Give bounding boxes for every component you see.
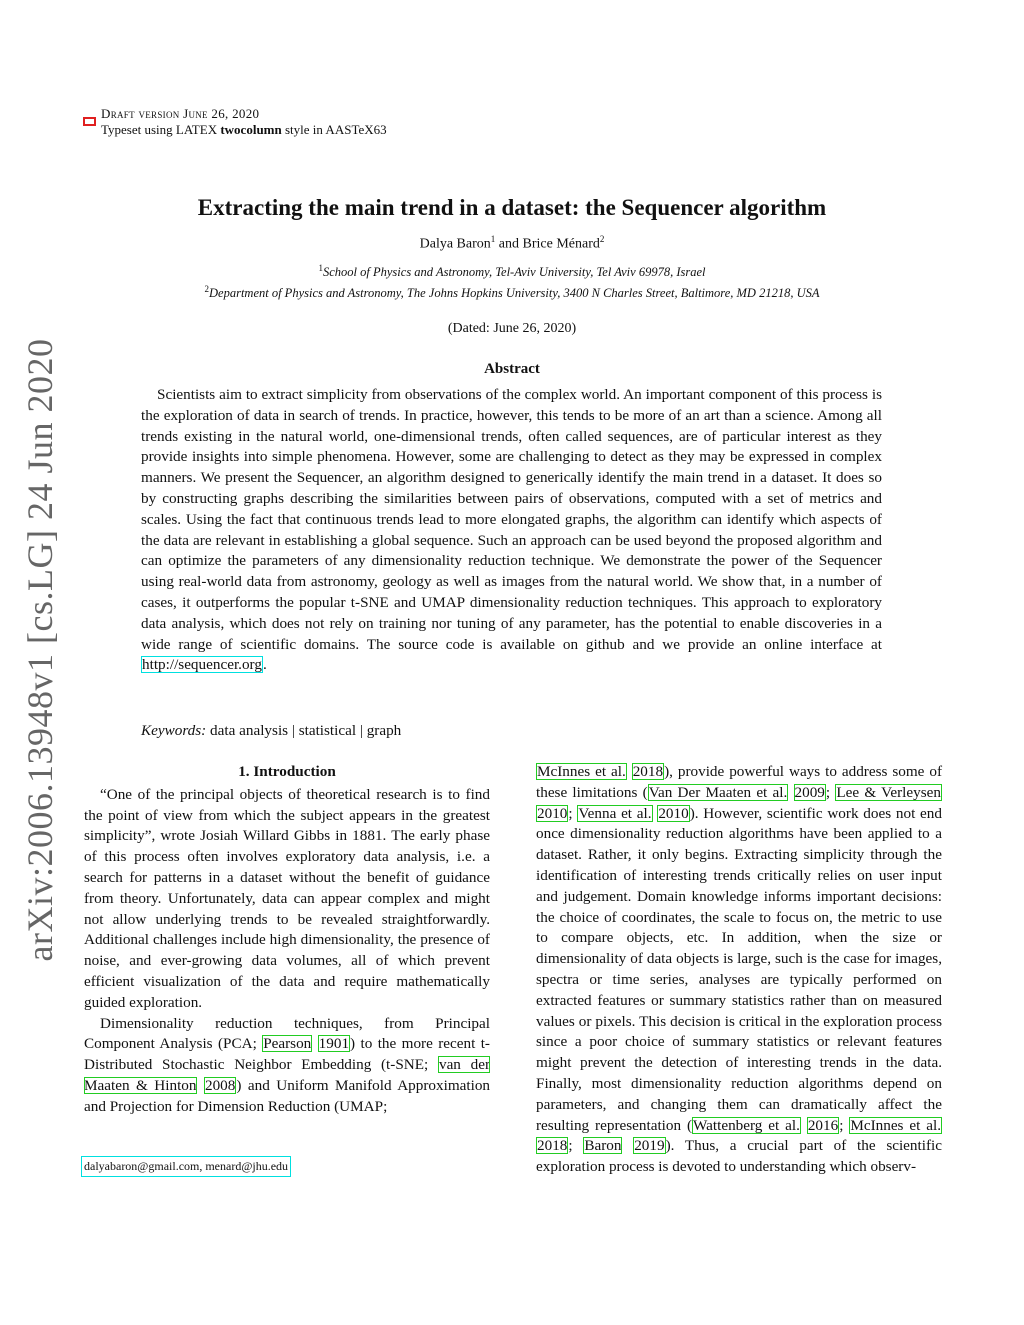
author-list: Dalya Baron$^1$ and Brice Ménard$^2$ xyxy=(419,234,605,252)
draft-link-box[interactable] xyxy=(83,117,96,126)
citation-link[interactable]: Pearson xyxy=(263,1035,312,1053)
citation-link[interactable]: van der Maaten & Hinton xyxy=(84,1056,491,1094)
citation-link[interactable]: Wattenberg et al. xyxy=(693,1116,800,1134)
citation-link[interactable]: 1901 xyxy=(318,1035,350,1053)
draft-version: Draft version June 26, 2020 xyxy=(101,106,260,121)
email-footnote-link[interactable]: dalyabaron@gmail.com, menard@jhu.edu xyxy=(82,1157,290,1176)
citation-link[interactable]: Lee & Verleysen xyxy=(836,783,941,801)
citation-link[interactable]: McInnes et al. xyxy=(537,763,626,780)
left-column xyxy=(84,762,490,1118)
section-heading: 1. Introduction xyxy=(238,763,336,780)
affiliation-1: $^1$School of Physics and Astronomy, Tel-Aviv University, Tel Aviv 69978, Israel xyxy=(318,263,706,280)
citation-link[interactable]: 2009 xyxy=(794,783,825,801)
right-column xyxy=(536,762,942,1178)
citation-link[interactable]: 2010 xyxy=(537,804,568,822)
citation-link[interactable]: 2019 xyxy=(634,1137,665,1155)
citation-link[interactable]: 2018 xyxy=(537,1137,568,1155)
citation-link[interactable]: 2010 xyxy=(658,804,689,822)
author-name: Dalya Baron xyxy=(419,236,491,252)
citation-link[interactable]: 2008 xyxy=(204,1076,236,1094)
keywords: Keywords: data analysis | statistical | graph xyxy=(141,722,402,739)
typeset-note: Typeset using LATEX twocolumn style in AASTeX63 xyxy=(101,122,387,137)
paper-title: Extracting the main trend in a dataset: the Sequencer algorithm xyxy=(197,195,827,220)
intro-paragraph-2: Dimensionality reduction techniques, from Principal Component Analysis (PCA; Pearson 1901) to the more recent t-Distributed Stochastic Neighbor Embedding (t-SNE; van der Maaten & Hinton 2008) and Uniform Manifold Approximation and Projection for Dimension Reduction (UMAP; xyxy=(84,1014,491,1115)
abstract-text: Scientists aim to extract simplicity from observations of the complex world. An important component of this process is the exploration of data in search of trends. In practice, however, this tends to be more of an art than a science. Among all trends existing in the natural world, one-dimensional trends, often called sequences, are of particular interest as they provide insights into simple phenomena. However, some are challenging to detect as they may be expressed in complex manners. We present the Sequencer, an algorithm designed to generically identify the main trend in a dataset. It does so by constructing graphs describing the similarities between pairs of observations, computed with a set of metrics and scales. Using the fact that continuous trends lead to more elongated graphs, the algorithm can identify which aspects of the data are relevant in establishing a global sequence. Such an approach can be used beyond the proposed algorithm and can optimize the parameters of any dimensionality reduction technique. We demonstrate the power of the Sequencer using real-world data from astronomy, geology as well as images from the natural world. We show that, in a number of cases, it outperforms the popular t-SNE and UMAP dimensionality reduction techniques. This approach to exploratory data analysis, which does not rely on training nor tuning of any parameter, has the potential to enable discoveries in a wide range of scientific domains. The source code is available on github and we provide an online interface at http://sequencer.org. xyxy=(141,386,882,674)
citation-link[interactable]: McInnes et al. xyxy=(850,1116,941,1134)
citation-link[interactable]: Baron xyxy=(584,1137,622,1155)
sequencer-url-link[interactable]: http://sequencer.org xyxy=(142,656,262,674)
author-name: Brice Ménard xyxy=(522,236,600,252)
abstract-heading: Abstract xyxy=(484,361,540,377)
citation-link[interactable]: Van Der Maaten et al. xyxy=(648,783,788,801)
dated-line: (Dated: June 26, 2020) xyxy=(447,321,577,336)
intro-paragraph-2-cont: McInnes et al. 2018), provide powerful ways to address some of these limitations (Van Der Maaten et al. 2009; Lee & Verleysen 2010; Venna et al. 2010). However, scientific work does not end once dimensionality reduction algorithms have been applied to a dataset. Rather, it only begins. Extracting simplicity through the identification of interesting trends critically relies on user input and judgement. Domain knowledge informs important decisions: the choice of coordinates, the scale to focus on, the metric to use to compare objects, etc. In addition, when the size or dimensionality of data objects is large, such is the case for images, spectra or time series, analyses are typically performed on extracted features or summary statistics rather than on measured values or pixels. This decision is critical in the exploration process since a poor choice of summary statistics or relevant features might prevent the detection of interesting trends in the data. Finally, most dimensionality reduction algorithms depend on parameters, and changing them can dramatically affect the resulting representation (Wattenberg et al. 2016; McInnes et al. 2018; Baron 2019). Thus, a crucial part of the scientific exploration process is devoted to understanding which observ- xyxy=(536,763,943,1176)
arxiv-sidebar xyxy=(14,338,66,962)
citation-link[interactable]: 2018 xyxy=(632,763,664,780)
citation-link[interactable]: 2016 xyxy=(807,1116,839,1134)
arxiv-identifier: arXiv:2006.13948v1 [cs.LG] 24 Jun 2020 xyxy=(20,338,60,962)
intro-paragraph-1: “One of the principal objects of theoretical research is to find the point of view from which the subject appears in the greatest simplicity”, wrote Josiah Willard Gibbs in 1881. The early phase of this process often involves exploratory data analysis, i.e. a search for patterns in a dataset without the benefit of guidance from theory. Unfortunately, data can appear complex and might not allow underlying trends to be revealed straightforwardly. Additional challenges include high dimensionality, the presence of noise, and ever-growing data volumes, all of which prevent efficient visualization of the data and require mathematically guided exploration. xyxy=(84,785,490,1011)
citation-link[interactable]: Venna et al. xyxy=(578,804,652,822)
latex-logo: LATEX xyxy=(175,122,218,137)
affiliation-2: $^2$Department of Physics and Astronomy, The Johns Hopkins University, 3400 N Charles Street, Baltimore, MD 21218, USA xyxy=(204,284,820,301)
